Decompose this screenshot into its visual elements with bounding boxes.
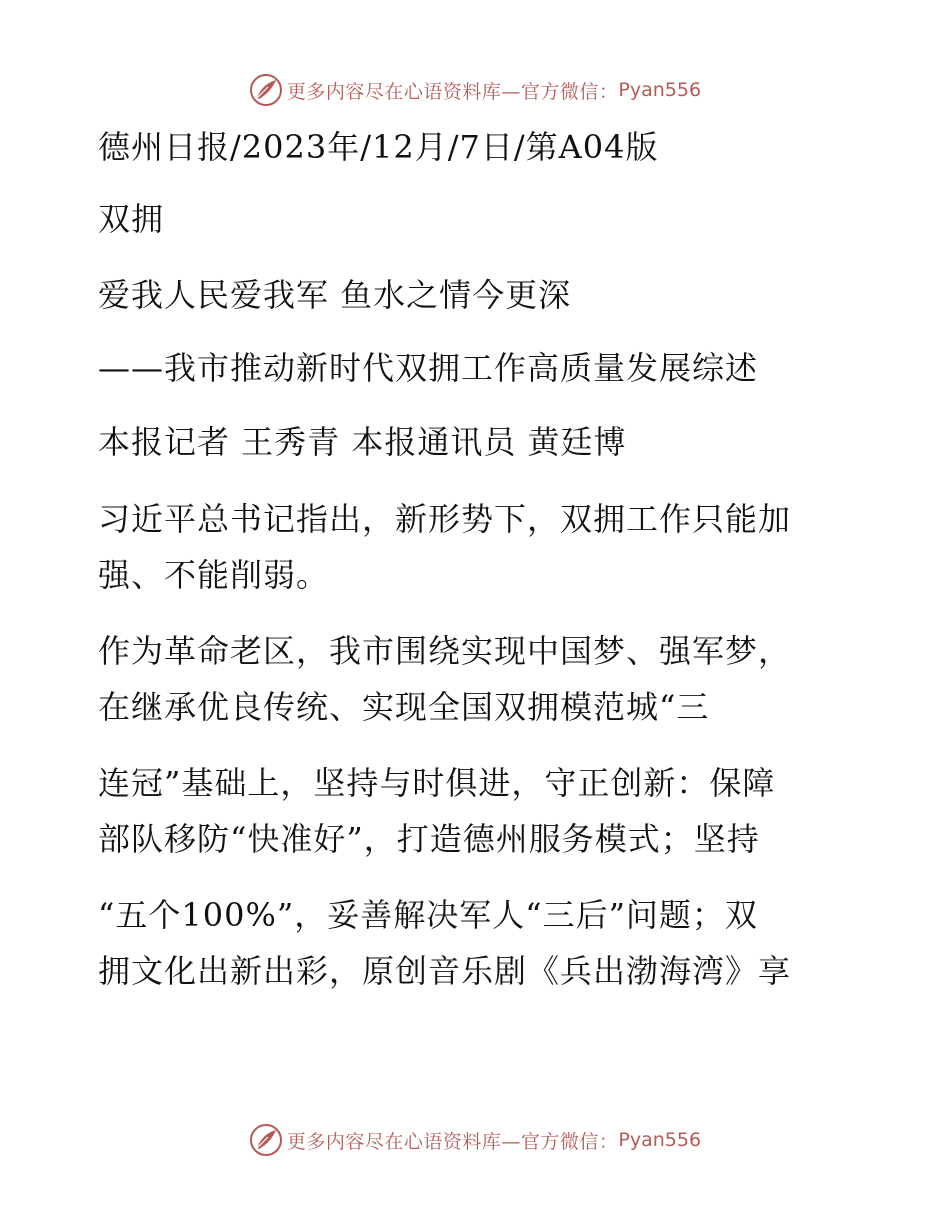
feather-pen-logo-icon: [249, 1123, 283, 1157]
article-subheadline: ——我市推动新时代双拥工作高质量发展综述: [98, 349, 759, 387]
body-line: 习近平总书记指出，新形势下，双拥工作只能加: [98, 500, 792, 538]
body-line: 强、不能削弱。: [98, 556, 330, 594]
article-headline: 爱我人民爱我军 鱼水之情今更深: [98, 276, 572, 314]
body-line: 部队移防“快准好”，打造德州服务模式；坚持: [98, 820, 760, 858]
watermark-account: Pyan556: [618, 1129, 702, 1151]
watermark-account: Pyan556: [618, 79, 702, 101]
feather-pen-logo-icon: [249, 73, 283, 107]
body-line: 拥文化出新出彩，原创音乐剧《兵出渤海湾》享: [98, 952, 792, 990]
body-line: 连冠”基础上，坚持与时俱进，守正创新：保障: [98, 764, 776, 802]
watermark-text: 更多内容尽在心语资料库—官方微信：: [286, 80, 619, 103]
body-line: “五个100%”，妥善解决军人“三后”问题；双: [98, 896, 758, 934]
watermark-banner-bottom: [0, 1120, 950, 1160]
watermark-text: 更多内容尽在心语资料库—官方微信：: [286, 1130, 619, 1153]
body-line: 在继承优良传统、实现全国双拥模范城“三: [98, 688, 710, 726]
article-section: 双拥: [98, 200, 165, 238]
article-byline: 本报记者 王秀青 本报通讯员 黄廷博: [98, 423, 627, 461]
watermark-banner-top: [0, 70, 950, 110]
body-line: 作为革命老区，我市围绕实现中国梦、强军梦，: [98, 632, 792, 670]
article-source: 德州日报/2023年/12月/7日/第A04版: [98, 128, 659, 166]
